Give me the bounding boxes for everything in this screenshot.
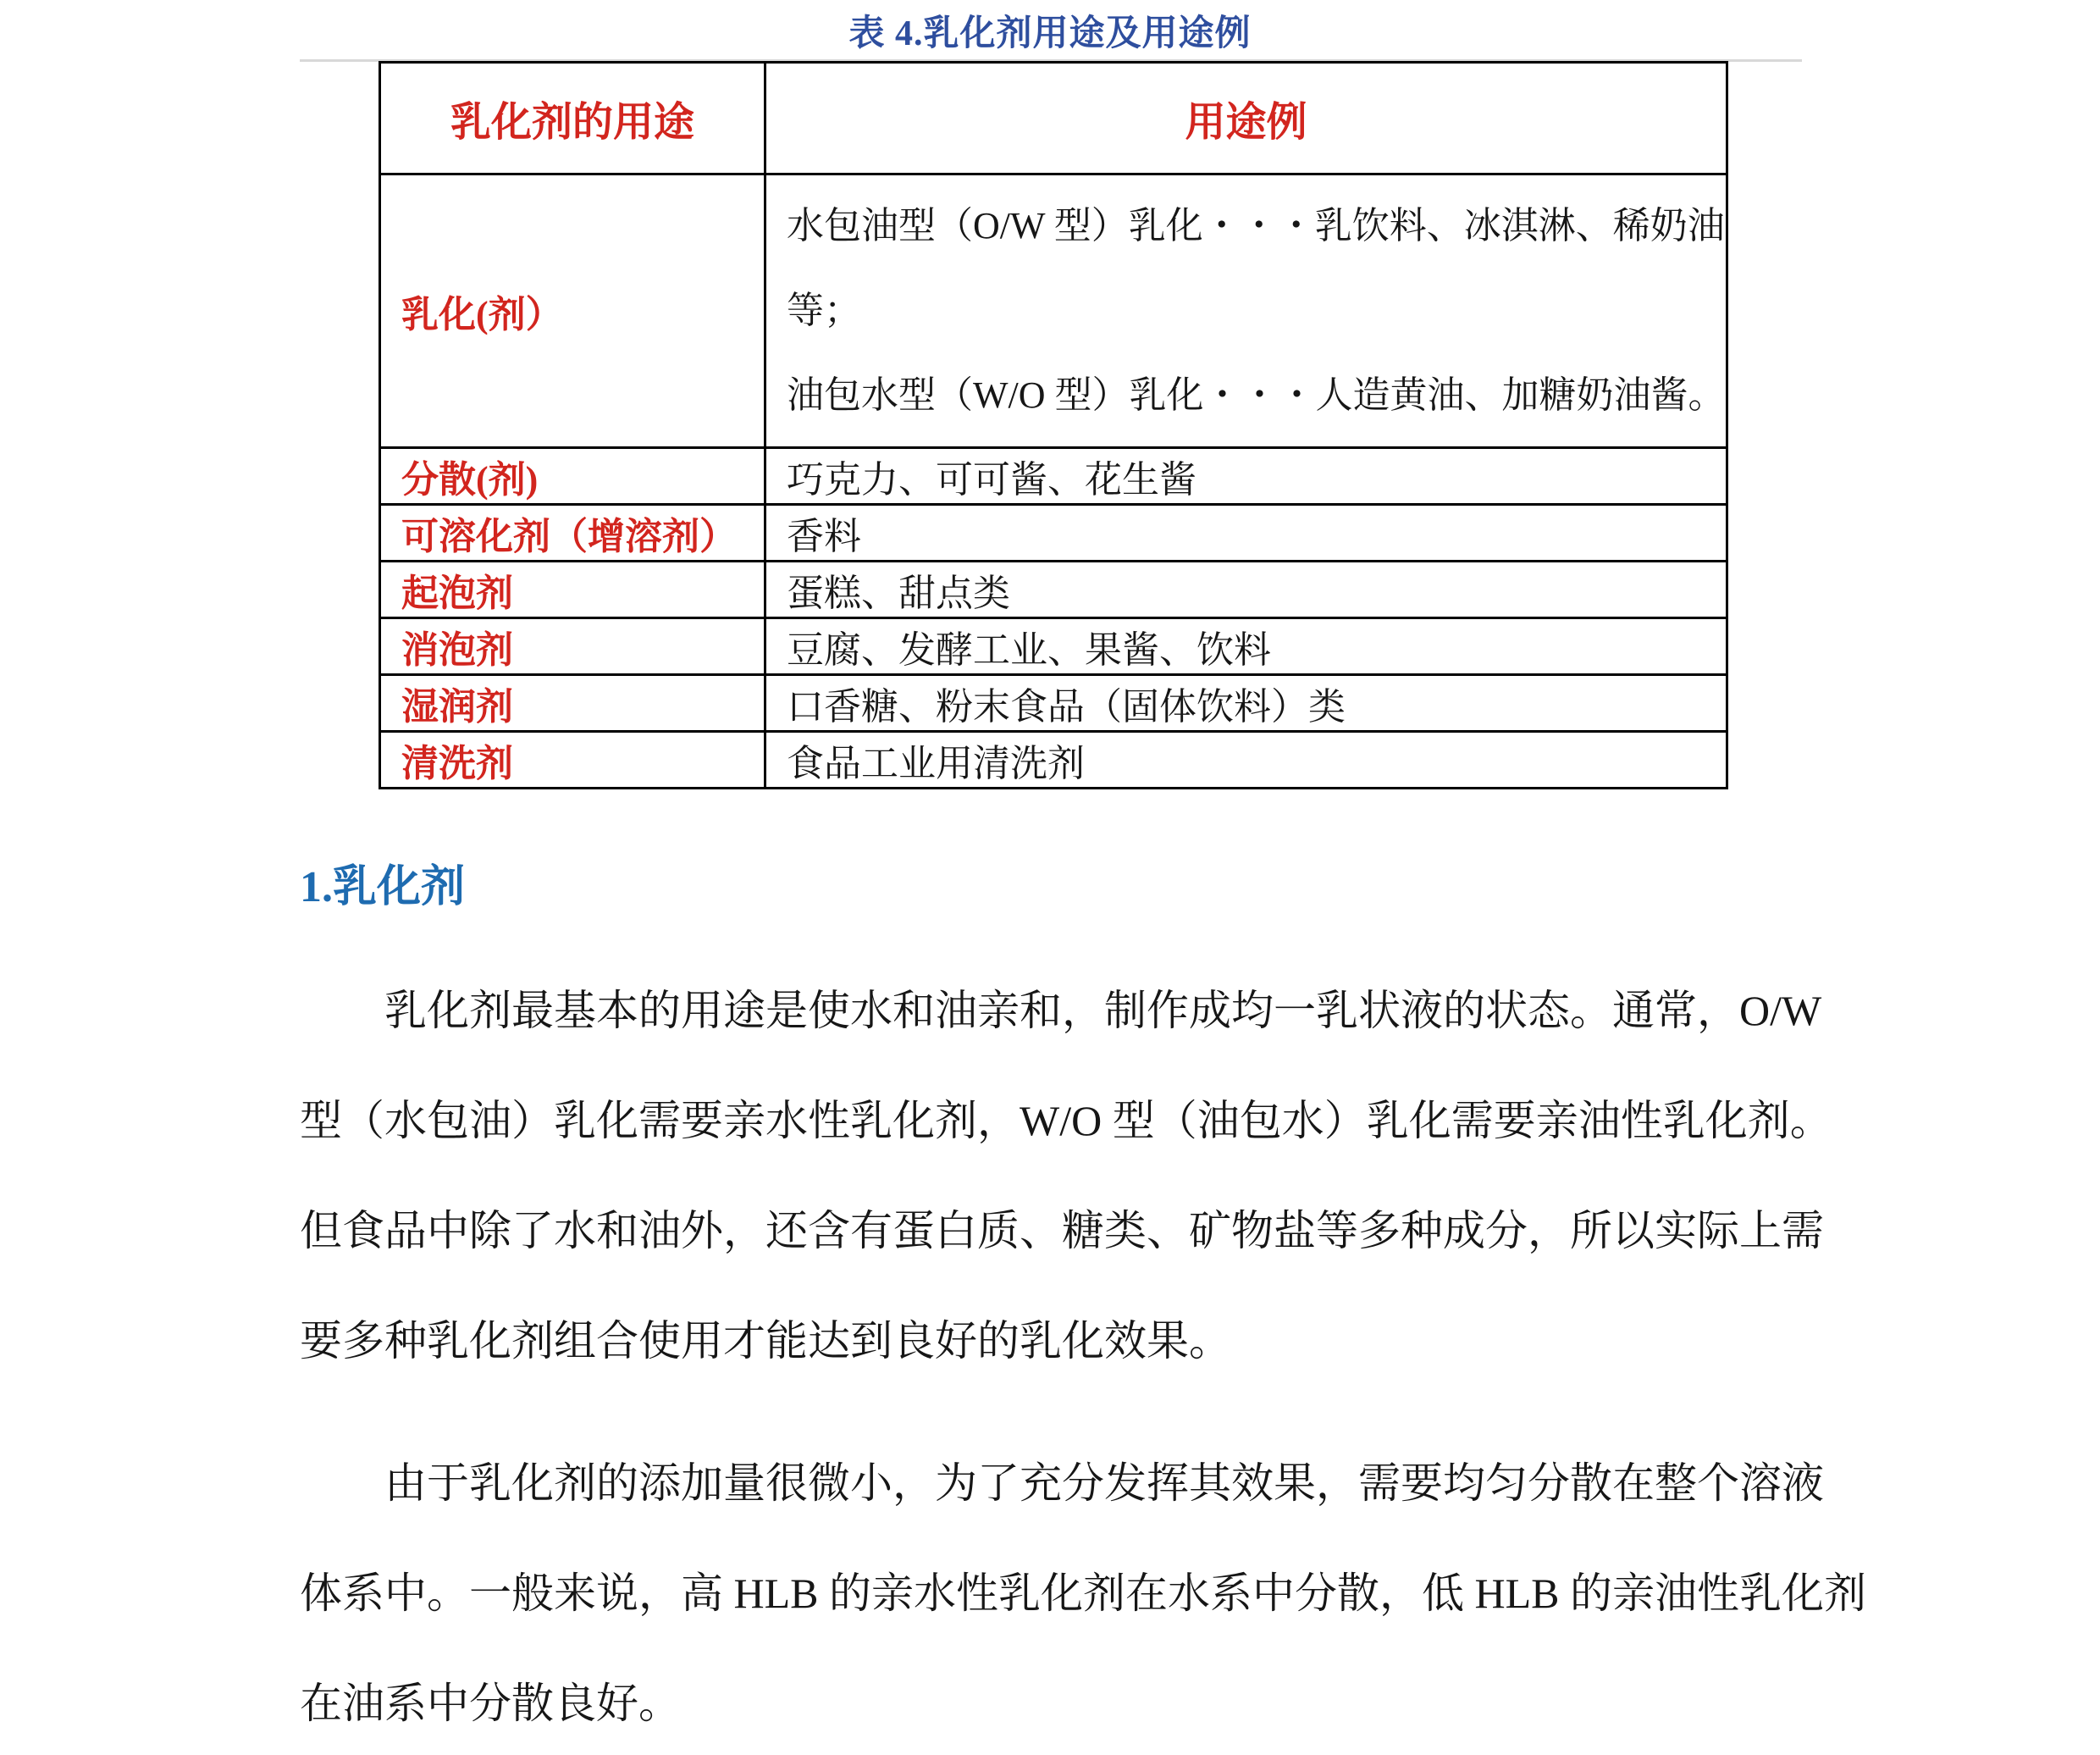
example-line: 油包水型（W/O 型）乳化・・・人造黄油、加糖奶油酱。 [787, 374, 1726, 416]
row-example-cell [765, 174, 1727, 448]
row-use-cell: 湿润剂 [380, 675, 765, 732]
paragraph-line: 乳化剂最基本的用途是使水和油亲和，制作成均一乳状液的状态。通常，O/W [384, 987, 1822, 1034]
table-row [380, 562, 1727, 618]
example-line: 水包油型（O/W 型）乳化・・・乳饮料、冰淇淋、稀奶油 [787, 205, 1725, 246]
paragraph-line: 要多种乳化剂组合使用才能达到良好的乳化效果。 [300, 1317, 1231, 1365]
row-example-cell [765, 448, 1727, 505]
col-header-use: 乳化剂的用途 [380, 63, 765, 174]
row-example-cell [765, 562, 1727, 618]
table-title: 表 4.乳化剂用途及用途例 [848, 14, 1252, 53]
paragraph-line: 在油系中分散良好。 [300, 1680, 681, 1727]
section-heading: 1.乳化剂 [300, 863, 466, 911]
paragraph-line: 体系中。一般来说，高 HLB 的亲水性乳化剂在水系中分散，低 HLB 的亲油性乳化剂 [300, 1570, 1866, 1617]
table-row [380, 505, 1727, 562]
col-header-example: 用途例 [765, 63, 1727, 174]
paragraph-line: 由于乳化剂的添加量很微小，为了充分发挥其效果，需要均匀分散在整个溶液 [384, 1459, 1824, 1507]
example-line: 蛋糕、甜点类 [787, 573, 1010, 614]
paragraph-line: 型（水包油）乳化需要亲水性乳化剂，W/O 型（油包水）乳化需要亲油性乳化剂。 [300, 1097, 1832, 1144]
table-row [380, 448, 1727, 505]
table-body [380, 174, 1727, 789]
emulsifier-uses-table [379, 61, 1728, 789]
example-line: 豆腐、发酵工业、果酱、饮料 [787, 629, 1271, 671]
row-example-cell [765, 505, 1727, 562]
table-row [380, 174, 1727, 448]
paragraph [300, 955, 1837, 1396]
example-line: 香料 [787, 516, 861, 557]
table-row [380, 732, 1727, 789]
body-text [300, 955, 1866, 1755]
table-row [380, 618, 1727, 675]
row-example-cell [765, 675, 1727, 732]
example-line: 食品工业用清洗剂 [787, 743, 1085, 784]
example-line: 等； [787, 290, 861, 331]
row-example-cell [765, 732, 1727, 789]
table-header-row [380, 63, 1727, 174]
row-use-cell: 起泡剂 [380, 562, 765, 618]
table-row [380, 675, 1727, 732]
example-line: 口香糖、粉末食品（固体饮料）类 [787, 686, 1346, 728]
row-use-cell: 清洗剂 [380, 732, 765, 789]
row-use-cell: 消泡剂 [380, 618, 765, 675]
paragraph [300, 1428, 1866, 1755]
row-example-cell [765, 618, 1727, 675]
example-line: 巧克力、可可酱、花生酱 [787, 459, 1196, 501]
row-use-cell: 可溶化剂（增溶剂） [380, 505, 765, 562]
row-use-cell: 分散(剂) [380, 448, 765, 505]
row-use-cell: 乳化(剂） [380, 174, 765, 448]
paragraph-line: 但食品中除了水和油外，还含有蛋白质、糖类、矿物盐等多种成分，所以实际上需 [300, 1207, 1824, 1254]
